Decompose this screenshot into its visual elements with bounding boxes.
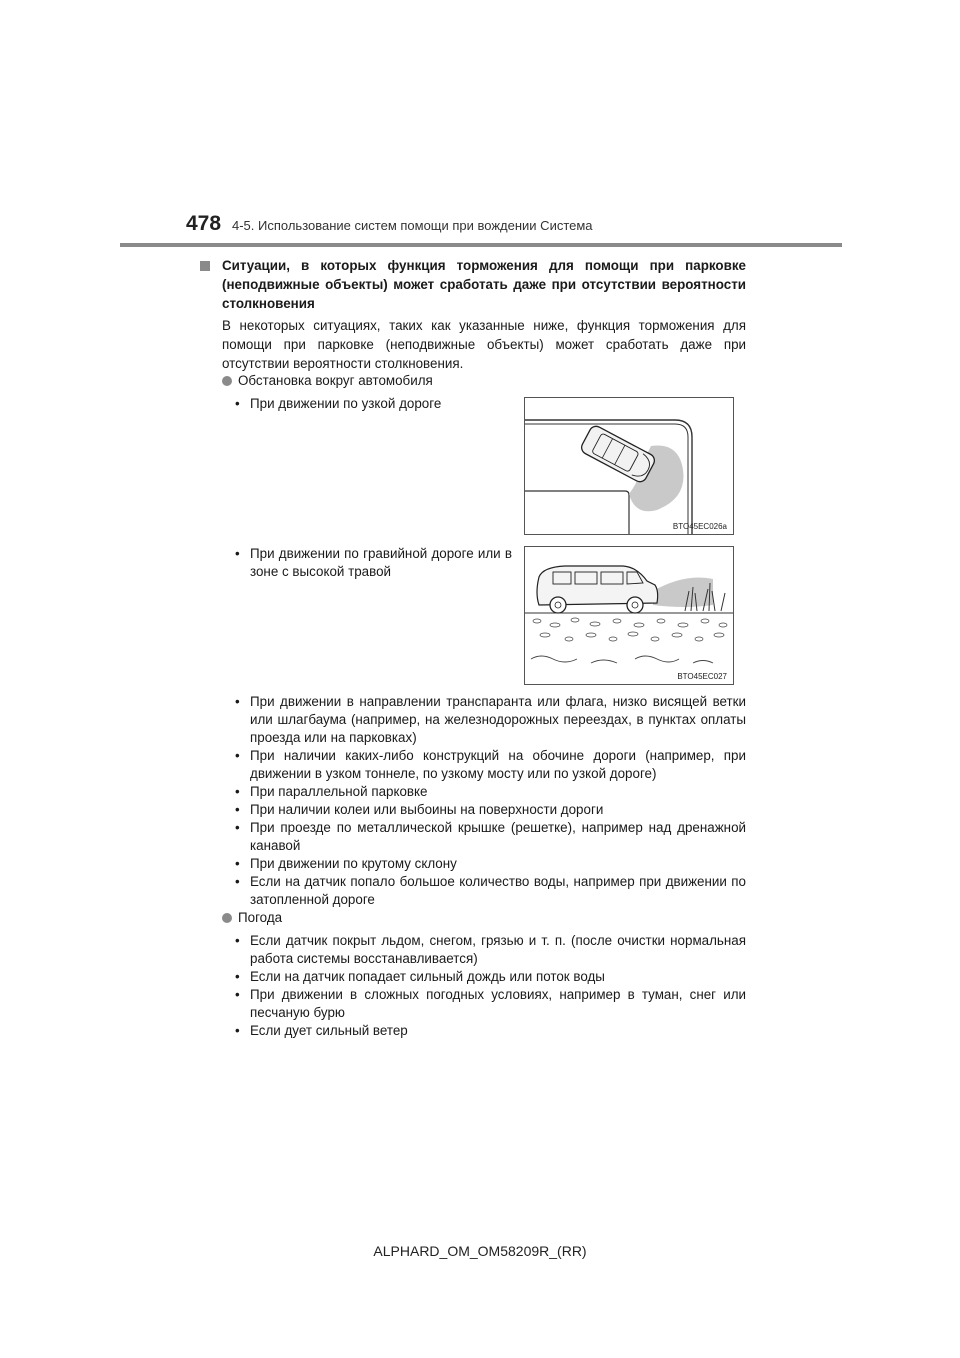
- section-title: 4-5. Использование систем помощи при вождении Система: [232, 218, 593, 233]
- list-item: • При движении по узкой дороге: [232, 395, 512, 413]
- list-item: • При движении в направлении транспаранта или флага, низко висящей ветки или шлагбаума (например, на железнодорожных переездах, в пунктах оплаты проезда или на парковках): [232, 693, 746, 747]
- subheading-weather-text: Погода: [238, 910, 283, 925]
- gravel-grass-illustration: [525, 547, 733, 684]
- subheading-surroundings: [222, 371, 433, 390]
- list-item: • При движении в сложных погодных условиях, например в туман, снег или песчаную бурю: [232, 986, 746, 1022]
- list-item: • Если на датчик попало большое количество воды, например при движении по затопленной дороге: [232, 873, 746, 909]
- list-item: • При проезде по металлической крышке (решетке), например над дренажной канавой: [232, 819, 746, 855]
- page-footer: ALPHARD_OM_OM58209R_(RR): [373, 1243, 587, 1259]
- weather-list: [232, 932, 746, 1040]
- figure-narrow-road: [524, 397, 734, 535]
- list-item: • При наличии колеи или выбоины на поверхности дороги: [232, 801, 746, 819]
- page-number: 478: [186, 212, 222, 235]
- list-item: • При параллельной парковке: [232, 783, 746, 801]
- figure-code: BTO45EC027: [677, 672, 727, 681]
- list-item: • Если датчик покрыт льдом, снегом, грязью и т. п. (после очистки нормальная работа системы восстанавливается): [232, 932, 746, 968]
- figure-code: BTO45EC026a: [672, 522, 727, 531]
- circle-bullet-icon: [222, 913, 232, 923]
- list-item: • При наличии каких-либо конструкций на обочине дороги (например, при движении в узком тоннеле, по узкому мосту или по узкой дороге): [232, 747, 746, 783]
- intro-paragraph: В некоторых ситуациях, таких как указанные ниже, функция торможения для помощи при парковке (неподвижные объекты) может сработать даже при отсутствии вероятности столкновения.: [222, 318, 746, 371]
- figure-gravel-grass: [524, 546, 734, 685]
- section-heading: [200, 256, 746, 313]
- list-item: • При движении по гравийной дороге или в зоне с высокой травой: [232, 545, 512, 581]
- subheading-weather: [222, 908, 282, 927]
- figure-item-list-2: [232, 545, 512, 581]
- header-rule: [120, 243, 842, 247]
- square-bullet-icon: [200, 261, 210, 271]
- narrow-road-illustration: [525, 398, 733, 534]
- heading-text: Ситуации, в которых функция торможения для помощи при парковке (неподвижные объекты) может сработать даже при отсутствии вероятности столкновения: [222, 258, 746, 311]
- list-item: • При движении по крутому склону: [232, 855, 746, 873]
- surroundings-list: [232, 693, 746, 909]
- list-item: • Если дует сильный ветер: [232, 1022, 746, 1040]
- page-header: [186, 212, 746, 242]
- list-item: • Если на датчик попадает сильный дождь или поток воды: [232, 968, 746, 986]
- figure-item-list-1: [232, 395, 512, 413]
- subheading-surroundings-text: Обстановка вокруг автомобиля: [238, 373, 433, 388]
- circle-bullet-icon: [222, 376, 232, 386]
